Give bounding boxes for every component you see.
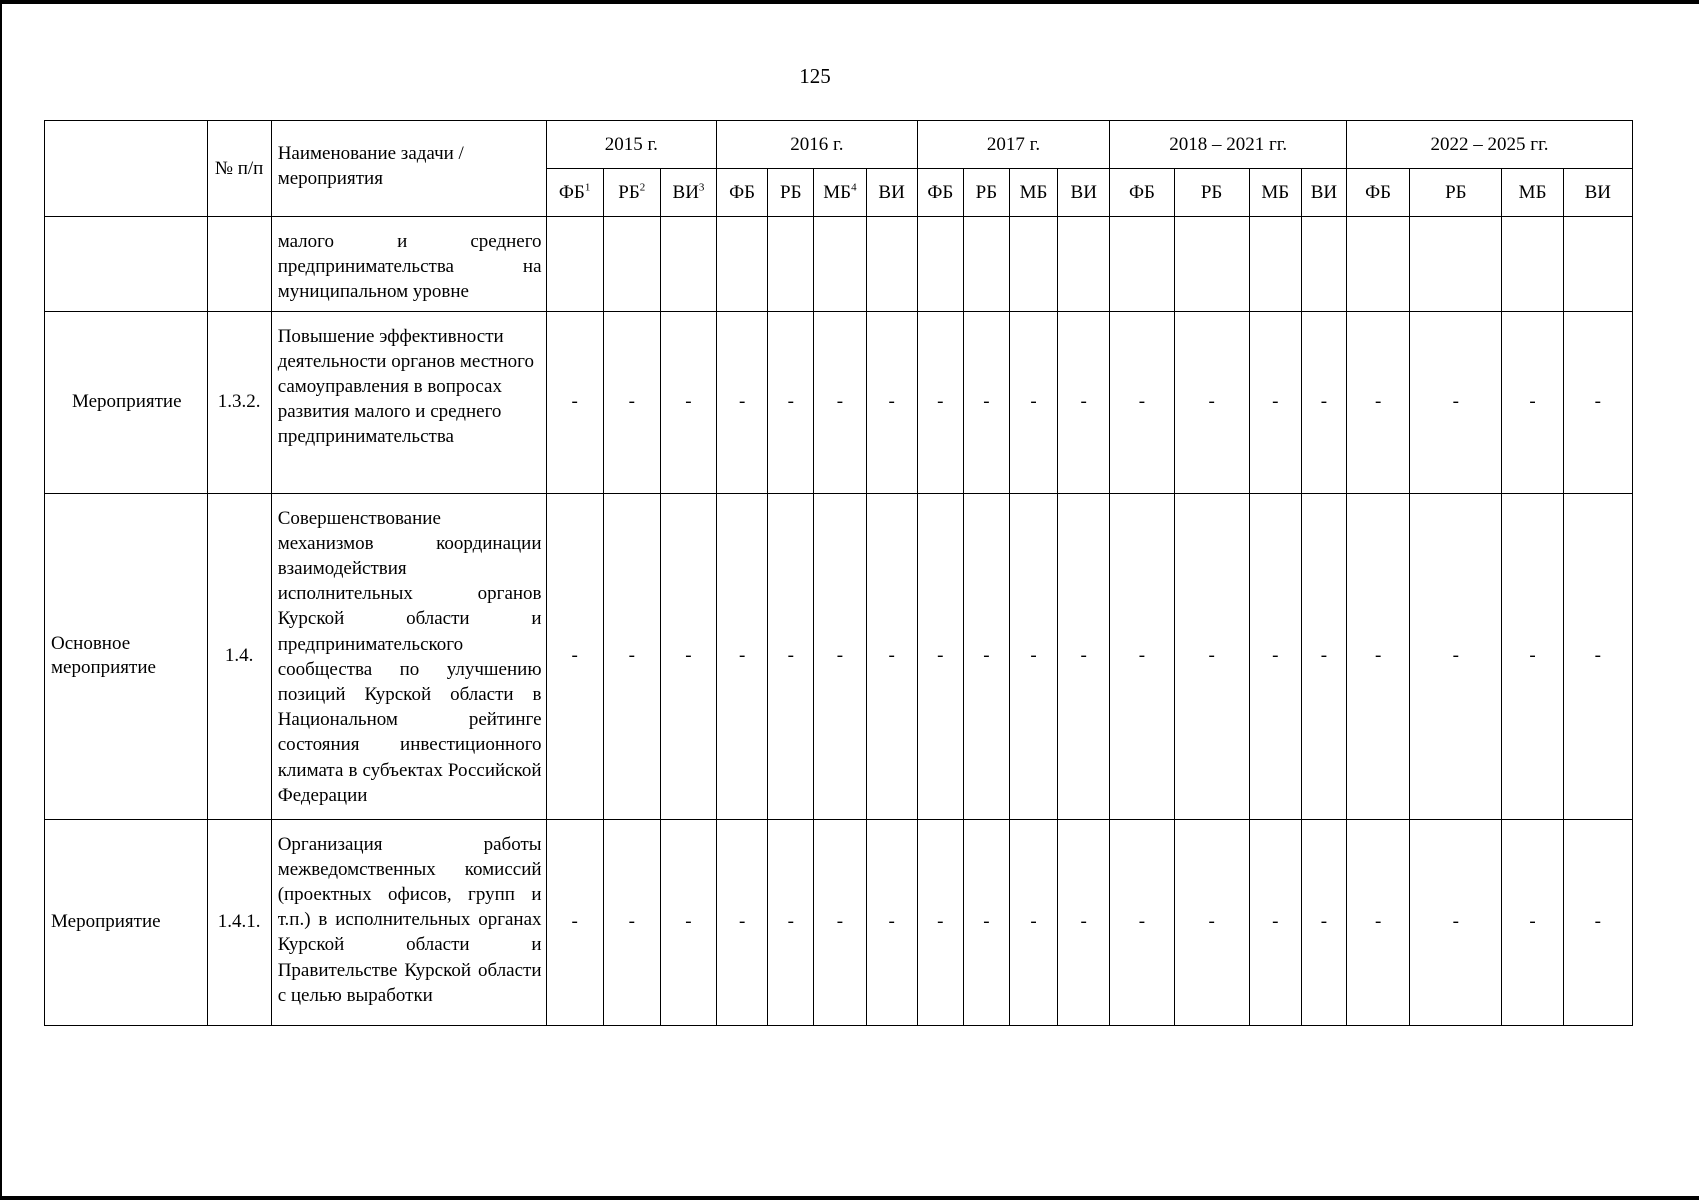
value-cell [660, 217, 716, 312]
value-cell: - [1009, 493, 1057, 819]
value-cell: - [1110, 819, 1174, 1025]
value-cell: - [660, 311, 716, 493]
row-name: Повышение эффективности деятельности органов местного самоуправления в вопросах развития малого и среднего предпринимательства [271, 311, 546, 493]
table-row [45, 311, 1633, 493]
value-cell [717, 217, 768, 312]
value-cell: - [1110, 493, 1174, 819]
row-name: малого и среднего предпринимательства на муниципальном уровне [271, 217, 546, 312]
value-cell: - [1009, 311, 1057, 493]
value-cell: - [1563, 493, 1632, 819]
value-cell: - [1410, 311, 1502, 493]
header-source [1058, 169, 1110, 217]
header-source [814, 169, 866, 217]
value-cell: - [1249, 819, 1301, 1025]
value-cell: - [660, 819, 716, 1025]
value-cell: - [814, 819, 866, 1025]
value-cell [546, 217, 603, 312]
source-label: МБ [1518, 181, 1547, 203]
header-source [1301, 169, 1346, 217]
value-cell: - [546, 819, 603, 1025]
value-cell: - [866, 311, 917, 493]
value-cell: - [1058, 311, 1110, 493]
source-label: МБ [823, 181, 852, 203]
header-number: № п/п [207, 121, 271, 217]
value-cell: - [1410, 493, 1502, 819]
header-source [963, 169, 1009, 217]
value-cell: - [1174, 311, 1249, 493]
source-label: ВИ [672, 181, 699, 203]
header-row-years [45, 121, 1633, 169]
table-row [45, 493, 1633, 819]
row-name: Совершенствование механизмов координации взаимодействия исполнительных органов Курской области и предпринимательского сообщества по улучшению позиций Курской области в Национальном рейтинге состояния инвестиционного климата в субъектах Российской Федерации [271, 493, 546, 819]
value-cell: - [1502, 493, 1563, 819]
value-cell: - [717, 493, 768, 819]
value-cell: - [963, 819, 1009, 1025]
row-number: 1.4.1. [207, 819, 271, 1025]
value-cell [1249, 217, 1301, 312]
row-type: Мероприятие [45, 311, 208, 493]
source-label: ФБ [1365, 181, 1392, 203]
header-name: Наименование задачи / мероприятия [271, 121, 546, 217]
value-cell: - [1301, 819, 1346, 1025]
header-source [1563, 169, 1632, 217]
value-cell [1058, 217, 1110, 312]
footnote-marker: 4 [851, 181, 857, 194]
value-cell: - [866, 819, 917, 1025]
value-cell [1301, 217, 1346, 312]
value-cell: - [1410, 819, 1502, 1025]
source-label: МБ [1261, 181, 1290, 203]
footnote-marker: 3 [698, 181, 705, 194]
value-cell: - [1174, 819, 1249, 1025]
value-cell [1110, 217, 1174, 312]
row-type [45, 217, 208, 312]
value-cell [768, 217, 814, 312]
value-cell: - [1110, 311, 1174, 493]
value-cell: - [1249, 311, 1301, 493]
source-label: ВИ [1584, 181, 1612, 203]
header-source [660, 169, 716, 217]
header-source [1502, 169, 1563, 217]
value-cell: - [1563, 311, 1632, 493]
value-cell: - [1174, 493, 1249, 819]
source-label: ФБ [1128, 181, 1155, 203]
value-cell: - [546, 311, 603, 493]
table-row [45, 819, 1633, 1025]
value-cell: - [768, 819, 814, 1025]
header-source [917, 169, 963, 217]
value-cell: - [603, 493, 660, 819]
value-cell: - [1502, 311, 1563, 493]
value-cell: - [866, 493, 917, 819]
value-cell [917, 217, 963, 312]
value-cell: - [1301, 311, 1346, 493]
row-type: Мероприятие [45, 819, 208, 1025]
value-cell [963, 217, 1009, 312]
value-cell: - [814, 493, 866, 819]
table-body [45, 217, 1633, 1026]
header-source [1410, 169, 1502, 217]
header-year: 2017 г. [917, 121, 1110, 169]
value-cell: - [717, 819, 768, 1025]
header-year: 2018 – 2021 гг. [1110, 121, 1347, 169]
value-cell [1174, 217, 1249, 312]
value-cell: - [1563, 819, 1632, 1025]
value-cell [814, 217, 866, 312]
source-label: ФБ [927, 181, 954, 203]
value-cell: - [717, 311, 768, 493]
header-year: 2022 – 2025 гг. [1347, 121, 1633, 169]
value-cell: - [660, 493, 716, 819]
source-label: РБ [975, 181, 998, 203]
header-year: 2016 г. [717, 121, 918, 169]
footnote-marker: 1 [584, 181, 591, 194]
value-cell [1410, 217, 1502, 312]
value-cell: - [1058, 493, 1110, 819]
value-cell [1563, 217, 1632, 312]
header-source [1110, 169, 1174, 217]
source-label: МБ [1019, 181, 1048, 203]
value-cell: - [1347, 311, 1410, 493]
value-cell: - [768, 311, 814, 493]
value-cell: - [1347, 819, 1410, 1025]
value-cell: - [603, 311, 660, 493]
scan-border-left [0, 0, 2, 1200]
scan-border-bottom [0, 1196, 1699, 1200]
source-label: РБ [1200, 181, 1223, 203]
header-type [45, 121, 208, 217]
header-source [1347, 169, 1410, 217]
source-label: ФБ [729, 181, 756, 203]
footnote-marker: 2 [639, 181, 646, 194]
row-number: 1.3.2. [207, 311, 271, 493]
value-cell: - [1009, 819, 1057, 1025]
value-cell [1347, 217, 1410, 312]
scan-border-top [0, 0, 1699, 4]
header-source [603, 169, 660, 217]
value-cell: - [768, 493, 814, 819]
source-label: ВИ [1070, 181, 1097, 203]
value-cell: - [546, 493, 603, 819]
value-cell [1502, 217, 1563, 312]
value-cell: - [1502, 819, 1563, 1025]
row-number [207, 217, 271, 312]
header-source [1009, 169, 1057, 217]
header-source [1249, 169, 1301, 217]
source-label: ВИ [878, 181, 905, 203]
value-cell: - [603, 819, 660, 1025]
value-cell: - [963, 311, 1009, 493]
value-cell: - [917, 819, 963, 1025]
value-cell: - [1249, 493, 1301, 819]
header-source [1174, 169, 1249, 217]
value-cell: - [917, 311, 963, 493]
budget-table [44, 120, 1633, 1026]
source-label: ФБ [558, 181, 585, 203]
value-cell [866, 217, 917, 312]
header-source [717, 169, 768, 217]
value-cell [603, 217, 660, 312]
row-type: Основное мероприятие [45, 493, 208, 819]
value-cell: - [1347, 493, 1410, 819]
value-cell: - [814, 311, 866, 493]
value-cell: - [917, 493, 963, 819]
row-number: 1.4. [207, 493, 271, 819]
row-name: Организация работы межведомственных комиссий (проектных офисов, групп и т.п.) в исполнительных органах Курской области и Правительстве Курской области с целью выработки [271, 819, 546, 1025]
source-label: ВИ [1310, 181, 1338, 203]
header-source [866, 169, 917, 217]
value-cell [1009, 217, 1057, 312]
header-source [546, 169, 603, 217]
source-label: РБ [780, 181, 802, 203]
source-label: РБ [1445, 181, 1467, 203]
page-number: 125 [799, 64, 831, 88]
header-source [768, 169, 814, 217]
value-cell: - [963, 493, 1009, 819]
table-row [45, 217, 1633, 312]
value-cell: - [1301, 493, 1346, 819]
value-cell: - [1058, 819, 1110, 1025]
source-label: РБ [618, 181, 640, 203]
header-year: 2015 г. [546, 121, 717, 169]
